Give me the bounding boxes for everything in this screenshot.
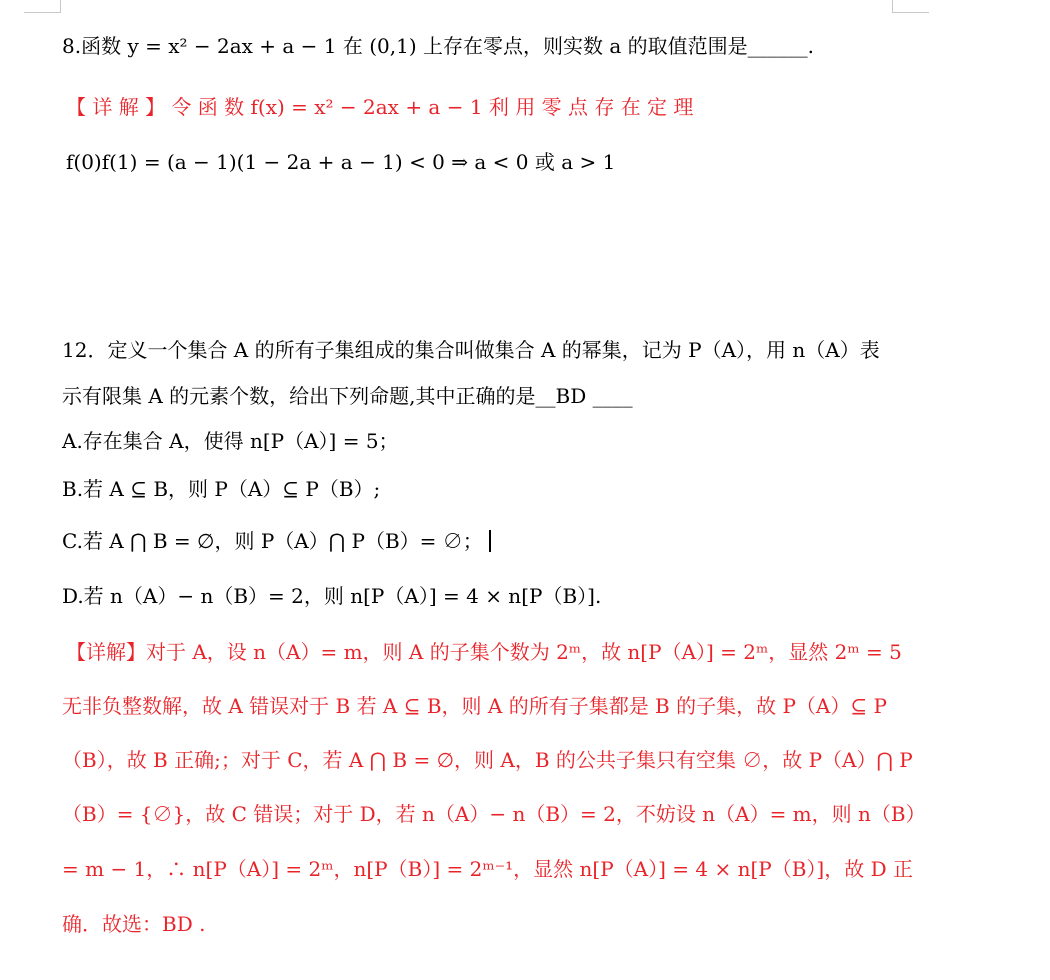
- q12-solution-line-5: = m − 1，∴ n[P（A）] = 2ᵐ，n[P（B）] = 2ᵐ⁻¹，显然 n[P（A）] = 4 × n[P（B）]，故 D 正: [62, 857, 913, 881]
- q12-option-b: B.若 A ⊆ B，则 P（A）⊆ P（B）;: [62, 477, 381, 501]
- q12-option-d: D.若 n（A）− n（B）= 2，则 n[P（A）] = 4 × n[P（B）].: [62, 584, 602, 608]
- q12-solution-line-6: 确．故选：BD .: [62, 912, 206, 936]
- q12-solution-line-3: （B），故 B 正确;；对于 C，若 A ⋂ B = ∅，则 A，B 的公共子集只有空集 ∅，故 P（A）⋂ P: [62, 748, 913, 772]
- q12-solution-line-4: （B）= {∅}，故 C 错误；对于 D，若 n（A）− n（B）= 2，不妨设 n（A）= m，则 n（B）: [62, 802, 926, 826]
- q12-solution-line-1: 【详解】对于 A，设 n（A）= m，则 A 的子集个数为 2ᵐ，故 n[P（A）] = 2ᵐ，显然 2ᵐ = 5: [66, 640, 902, 664]
- text-cursor: [489, 530, 491, 552]
- q8-solution-line-2: f(0)f(1) = (a − 1)(1 − 2a + a − 1) < 0 ⇒ a < 0 或 a > 1: [66, 150, 616, 174]
- q12-option-c: C.若 A ⋂ B = ∅，则 P（A）⋂ P（B）= ∅；: [62, 529, 483, 553]
- q12-solution-line-2: 无非负整数解，故 A 错误对于 B 若 A ⊆ B，则 A 的所有子集都是 B 的子集，故 P（A）⊆ P: [62, 694, 887, 718]
- q12-option-a: A.存在集合 A，使得 n[P（A）] = 5；: [62, 429, 399, 453]
- q12-option-c-wrap: [62, 529, 491, 553]
- q12-stem-line-1: 12．定义一个集合 A 的所有子集组成的集合叫做集合 A 的幂集，记为 P（A），用 n（A）表: [62, 338, 880, 362]
- q8-question: 8.函数 y = x² − 2ax + a − 1 在 (0,1) 上存在零点，则实数 a 的取值范围是______.: [62, 34, 814, 58]
- q8-solution-line-1: 【 详 解 】 令 函 数 f(x) = x² − 2ax + a − 1 利 用 零 点 存 在 定 理: [66, 95, 694, 119]
- q12-stem-line-2: 示有限集 A 的元素个数，给出下列命题,其中正确的是__BD ____: [62, 384, 633, 408]
- page-corner-mark-right: [892, 0, 929, 13]
- page-corner-mark-left: [24, 0, 61, 13]
